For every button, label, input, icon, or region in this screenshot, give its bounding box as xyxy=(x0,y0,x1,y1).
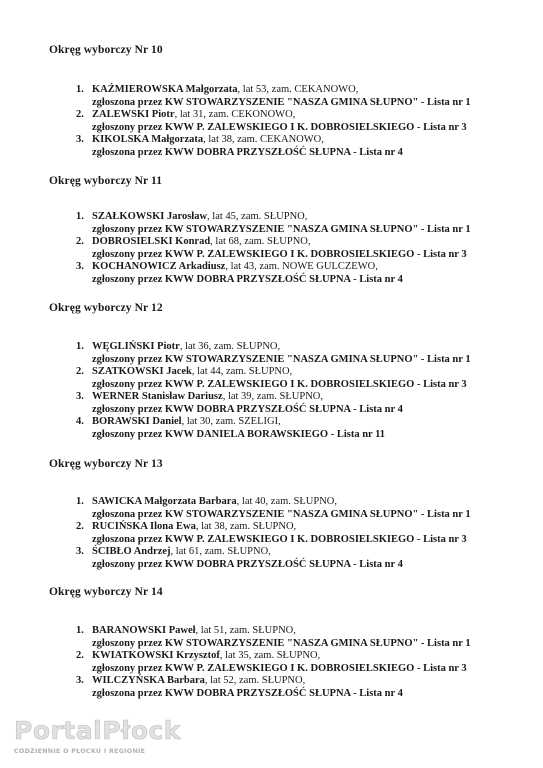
watermark-logo: PortalPłock xyxy=(14,716,181,745)
candidate-number: 1. xyxy=(76,84,84,95)
candidate-name: SAWICKA Małgorzata Barbara xyxy=(92,496,237,507)
candidate-item xyxy=(76,341,536,366)
candidate-submitted-by: zgłoszony przez KW STOWARZYSZENIE "NASZA GMINA SŁUPNO" - Lista nr 1 xyxy=(92,223,471,235)
candidate-name: BORAWSKI Daniel xyxy=(92,416,182,427)
candidate-details: , lat 44, zam. SŁUPNO, xyxy=(191,366,293,377)
candidate-item xyxy=(76,109,536,134)
candidate-details: , lat 38, zam. SŁUPNO, xyxy=(195,521,297,532)
candidate-submitted-by: zgłoszona przez KWW DOBRA PRZYSZŁOŚĆ SŁUPNA - Lista nr 4 xyxy=(92,687,403,699)
candidate-submitted-by: zgłoszona przez KWW P. ZALEWSKIEGO I K. DOBROSIELSKIEGO - Lista nr 3 xyxy=(92,533,467,545)
candidate-details: , lat 45, zam. SŁUPNO, xyxy=(207,211,308,222)
candidate-submitted-by: zgłoszony przez KW STOWARZYSZENIE "NASZA GMINA SŁUPNO" - Lista nr 1 xyxy=(92,353,471,365)
candidate-submitted-by: zgłoszony przez KWW DOBRA PRZYSZŁOŚĆ SŁUPNA - Lista nr 4 xyxy=(92,403,403,415)
candidate-submitted-by: zgłoszony przez KWW P. ZALEWSKIEGO I K. DOBROSIELSKIEGO - Lista nr 3 xyxy=(92,378,467,390)
district-heading: Okręg wyborczy Nr 10 xyxy=(49,44,163,56)
candidate-number: 3. xyxy=(76,675,84,686)
candidate-submitted-by: zgłoszony przez KWW P. ZALEWSKIEGO I K. DOBROSIELSKIEGO - Lista nr 3 xyxy=(92,662,467,674)
candidate-details: , lat 53, zam. CEKANOWO, xyxy=(237,84,359,95)
district-heading: Okręg wyborczy Nr 12 xyxy=(49,302,163,314)
candidate-item xyxy=(76,211,536,236)
candidate-details: , lat 39, zam. SŁUPNO, xyxy=(222,391,324,402)
candidate-name: KOCHANOWICZ Arkadiusz xyxy=(92,261,226,272)
candidate-number: 2. xyxy=(76,236,84,247)
candidate-name: ZALEWSKI Piotr xyxy=(92,109,175,120)
candidate-submitted-by: zgłoszony przez KWW DANIELA BORAWSKIEGO - Lista nr 11 xyxy=(92,428,386,440)
candidate-number: 3. xyxy=(76,134,84,145)
candidate-name: KAŹMIEROWSKA Małgorzata xyxy=(92,84,238,95)
candidate-item xyxy=(76,134,536,159)
candidate-submitted-by: zgłoszony przez KWW P. ZALEWSKIEGO I K. DOBROSIELSKIEGO - Lista nr 3 xyxy=(92,248,467,260)
district-heading: Okręg wyborczy Nr 11 xyxy=(49,175,163,187)
candidate-number: 1. xyxy=(76,625,84,636)
candidate-number: 1. xyxy=(76,496,84,507)
candidate-number: 3. xyxy=(76,546,84,557)
candidate-item xyxy=(76,675,536,700)
candidate-name: WERNER Stanisław Dariusz xyxy=(92,391,223,402)
candidate-name: KWIATKOWSKI Krzysztof xyxy=(92,650,220,661)
candidate-number: 2. xyxy=(76,366,84,377)
candidate-details: , lat 43, zam. NOWE GULCZEWO, xyxy=(225,261,378,272)
candidate-details: , lat 30, zam. SZELIGI, xyxy=(181,416,281,427)
candidate-details: , lat 68, zam. SŁUPNO, xyxy=(210,236,311,247)
candidate-details: , lat 61, zam. SŁUPNO, xyxy=(170,546,271,557)
candidate-name: RUCIŃSKA Ilona Ewa xyxy=(92,521,196,532)
portal-watermark xyxy=(8,716,181,762)
candidate-number: 3. xyxy=(76,261,84,272)
candidate-name: ŚCIBŁO Andrzej xyxy=(92,546,171,557)
candidate-name: WILCZYŃSKA Barbara xyxy=(92,675,205,686)
watermark-tagline: CODZIENNIE O PŁOCKU I REGIONIE xyxy=(14,748,146,755)
candidate-number: 2. xyxy=(76,650,84,661)
candidate-submitted-by: zgłoszona przez KWW DOBRA PRZYSZŁOŚĆ SŁUPNA - Lista nr 4 xyxy=(92,146,403,158)
candidate-submitted-by: zgłoszony przez KWW DOBRA PRZYSZŁOŚĆ SŁUPNA - Lista nr 4 xyxy=(92,558,403,570)
candidate-item xyxy=(76,650,536,675)
candidate-item xyxy=(76,84,536,109)
candidate-list xyxy=(76,341,536,441)
candidate-list xyxy=(76,625,536,700)
candidate-name: WĘGLIŃSKI Piotr xyxy=(92,341,180,352)
candidate-number: 2. xyxy=(76,521,84,532)
candidate-details: , lat 52, zam. SŁUPNO, xyxy=(204,675,306,686)
candidate-item xyxy=(76,625,536,650)
candidate-submitted-by: zgłoszony przez KWW DOBRA PRZYSZŁOŚĆ SŁUPNA - Lista nr 4 xyxy=(92,273,403,285)
candidate-name: DOBROSIELSKI Konrad xyxy=(92,236,211,247)
candidate-details: , lat 35, zam. SŁUPNO, xyxy=(219,650,321,661)
candidate-name: SZAŁKOWSKI Jarosław xyxy=(92,211,208,222)
candidate-item xyxy=(76,261,536,286)
candidate-item xyxy=(76,391,536,416)
candidate-submitted-by: zgłoszony przez KWW P. ZALEWSKIEGO I K. DOBROSIELSKIEGO - Lista nr 3 xyxy=(92,121,467,133)
candidate-details: , lat 31, zam. CEKONOWO, xyxy=(174,109,296,120)
candidate-details: , lat 38, zam. CEKANOWO, xyxy=(203,134,324,145)
candidate-item xyxy=(76,521,536,546)
candidate-number: 2. xyxy=(76,109,84,120)
candidate-item xyxy=(76,366,536,391)
candidate-number: 3. xyxy=(76,391,84,402)
candidate-list xyxy=(76,211,536,286)
district-heading: Okręg wyborczy Nr 13 xyxy=(49,458,163,470)
candidate-name: KIKOLSKA Małgorzata xyxy=(92,134,204,145)
candidate-submitted-by: zgłoszony przez KW STOWARZYSZENIE "NASZA GMINA SŁUPNO" - Lista nr 1 xyxy=(92,637,471,649)
candidate-number: 1. xyxy=(76,341,84,352)
candidate-details: , lat 51, zam. SŁUPNO, xyxy=(195,625,296,636)
district-heading: Okręg wyborczy Nr 14 xyxy=(49,586,163,598)
candidate-submitted-by: zgłoszona przez KW STOWARZYSZENIE "NASZA GMINA SŁUPNO" - Lista nr 1 xyxy=(92,508,471,520)
candidate-item xyxy=(76,236,536,261)
candidate-name: SZATKOWSKI Jacek xyxy=(92,366,192,377)
candidate-list xyxy=(76,496,536,571)
candidate-submitted-by: zgłoszona przez KW STOWARZYSZENIE "NASZA GMINA SŁUPNO" - Lista nr 1 xyxy=(92,96,471,108)
candidate-details: , lat 40, zam. SŁUPNO, xyxy=(236,496,337,507)
candidate-number: 4. xyxy=(76,416,84,427)
candidate-item xyxy=(76,416,536,441)
candidate-details: , lat 36, zam. SŁUPNO, xyxy=(179,341,281,352)
candidate-item xyxy=(76,546,536,571)
candidate-number: 1. xyxy=(76,211,84,222)
candidate-item xyxy=(76,496,536,521)
candidate-name: BARANOWSKI Paweł xyxy=(92,625,196,636)
candidate-list xyxy=(76,84,536,159)
